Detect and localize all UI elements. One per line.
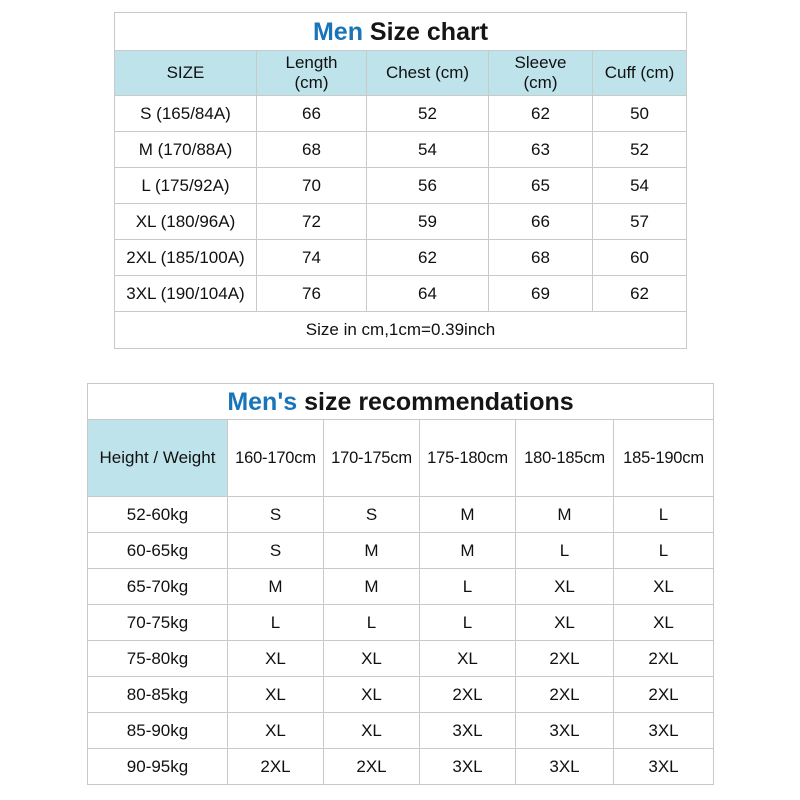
title-text: size recommendations — [297, 387, 574, 416]
header-height-weight: Height / Weight — [88, 420, 228, 497]
recommended-size-cell: 3XL — [614, 749, 714, 785]
sleeve-cell: 62 — [489, 96, 593, 132]
table-row — [115, 204, 687, 240]
recommended-size-cell: 3XL — [516, 713, 614, 749]
table-row — [88, 569, 714, 605]
weight-cell: 75-80kg — [88, 641, 228, 677]
weight-cell: 65-70kg — [88, 569, 228, 605]
header-height: 175-180cm — [420, 420, 516, 497]
recommended-size-cell: M — [228, 569, 324, 605]
recommended-size-cell: 3XL — [614, 713, 714, 749]
weight-cell: 70-75kg — [88, 605, 228, 641]
recommended-size-cell: 2XL — [228, 749, 324, 785]
recommendations-title — [88, 384, 714, 420]
weight-cell: 90-95kg — [88, 749, 228, 785]
table-row — [115, 96, 687, 132]
recommended-size-cell: XL — [228, 641, 324, 677]
cuff-cell: 60 — [593, 240, 687, 276]
weight-cell: 52-60kg — [88, 497, 228, 533]
cuff-cell: 62 — [593, 276, 687, 312]
cuff-cell: 50 — [593, 96, 687, 132]
recommended-size-cell: M — [324, 569, 420, 605]
chest-cell: 62 — [367, 240, 489, 276]
weight-cell: 60-65kg — [88, 533, 228, 569]
title-text: Size chart — [362, 17, 489, 46]
recommended-size-cell: XL — [324, 677, 420, 713]
cuff-cell: 54 — [593, 168, 687, 204]
recommended-size-cell: XL — [516, 569, 614, 605]
size-chart-title — [115, 13, 687, 51]
table-row — [115, 132, 687, 168]
sleeve-cell: 68 — [489, 240, 593, 276]
chest-cell: 64 — [367, 276, 489, 312]
unit-note: Size in cm,1cm=0.39inch — [115, 312, 687, 349]
recommended-size-cell: 2XL — [516, 641, 614, 677]
recommended-size-cell: L — [324, 605, 420, 641]
size-chart-table — [114, 12, 687, 349]
title-accent: Men — [312, 17, 363, 46]
cuff-cell: 52 — [593, 132, 687, 168]
table-row — [88, 677, 714, 713]
recommended-size-cell: L — [614, 533, 714, 569]
recommended-size-cell: 2XL — [614, 677, 714, 713]
length-cell: 70 — [257, 168, 367, 204]
cuff-cell: 57 — [593, 204, 687, 240]
recommended-size-cell: 3XL — [420, 713, 516, 749]
size-cell: 2XL (185/100A) — [115, 240, 257, 276]
length-cell: 76 — [257, 276, 367, 312]
recommended-size-cell: L — [516, 533, 614, 569]
sleeve-cell: 66 — [489, 204, 593, 240]
table-row — [115, 168, 687, 204]
recommended-size-cell: XL — [516, 605, 614, 641]
header-length: Length (cm) — [257, 51, 367, 96]
size-recommendations-table — [87, 383, 714, 785]
recommended-size-cell: XL — [324, 713, 420, 749]
chest-cell: 59 — [367, 204, 489, 240]
table-row — [88, 533, 714, 569]
sleeve-cell: 63 — [489, 132, 593, 168]
recommended-size-cell: L — [420, 569, 516, 605]
recommended-size-cell: M — [420, 533, 516, 569]
recommended-size-cell: S — [324, 497, 420, 533]
recommended-size-cell: L — [614, 497, 714, 533]
recommended-size-cell: 2XL — [614, 641, 714, 677]
header-cuff: Cuff (cm) — [593, 51, 687, 96]
chest-cell: 54 — [367, 132, 489, 168]
recommended-size-cell: L — [420, 605, 516, 641]
recommended-size-cell: XL — [614, 605, 714, 641]
recommended-size-cell: 2XL — [324, 749, 420, 785]
table-row — [88, 749, 714, 785]
table-row — [88, 605, 714, 641]
recommended-size-cell: 3XL — [516, 749, 614, 785]
header-size: SIZE — [115, 51, 257, 96]
recommended-size-cell: XL — [420, 641, 516, 677]
header-sleeve: Sleeve (cm) — [489, 51, 593, 96]
chest-cell: 56 — [367, 168, 489, 204]
recommended-size-cell: 3XL — [420, 749, 516, 785]
title-accent: Men's — [227, 387, 298, 416]
table-row — [115, 276, 687, 312]
size-cell: 3XL (190/104A) — [115, 276, 257, 312]
length-cell: 66 — [257, 96, 367, 132]
recommended-size-cell: S — [228, 497, 324, 533]
table-row — [88, 713, 714, 749]
size-cell: M (170/88A) — [115, 132, 257, 168]
recommended-size-cell: 2XL — [420, 677, 516, 713]
length-cell: 72 — [257, 204, 367, 240]
length-cell: 74 — [257, 240, 367, 276]
header-chest: Chest (cm) — [367, 51, 489, 96]
size-cell: L (175/92A) — [115, 168, 257, 204]
length-cell: 68 — [257, 132, 367, 168]
size-cell: XL (180/96A) — [115, 204, 257, 240]
recommended-size-cell: XL — [324, 641, 420, 677]
chest-cell: 52 — [367, 96, 489, 132]
sleeve-cell: 65 — [489, 168, 593, 204]
recommended-size-cell: S — [228, 533, 324, 569]
table-row — [88, 497, 714, 533]
recommended-size-cell: M — [420, 497, 516, 533]
weight-cell: 85-90kg — [88, 713, 228, 749]
recommended-size-cell: L — [228, 605, 324, 641]
header-height: 160-170cm — [228, 420, 324, 497]
recommended-size-cell: M — [324, 533, 420, 569]
recommended-size-cell: XL — [614, 569, 714, 605]
recommended-size-cell: 2XL — [516, 677, 614, 713]
header-height: 170-175cm — [324, 420, 420, 497]
weight-cell: 80-85kg — [88, 677, 228, 713]
sleeve-cell: 69 — [489, 276, 593, 312]
table-row — [115, 240, 687, 276]
recommended-size-cell: XL — [228, 713, 324, 749]
recommended-size-cell: M — [516, 497, 614, 533]
table-row — [88, 641, 714, 677]
size-cell: S (165/84A) — [115, 96, 257, 132]
header-height: 185-190cm — [614, 420, 714, 497]
header-height: 180-185cm — [516, 420, 614, 497]
recommended-size-cell: XL — [228, 677, 324, 713]
